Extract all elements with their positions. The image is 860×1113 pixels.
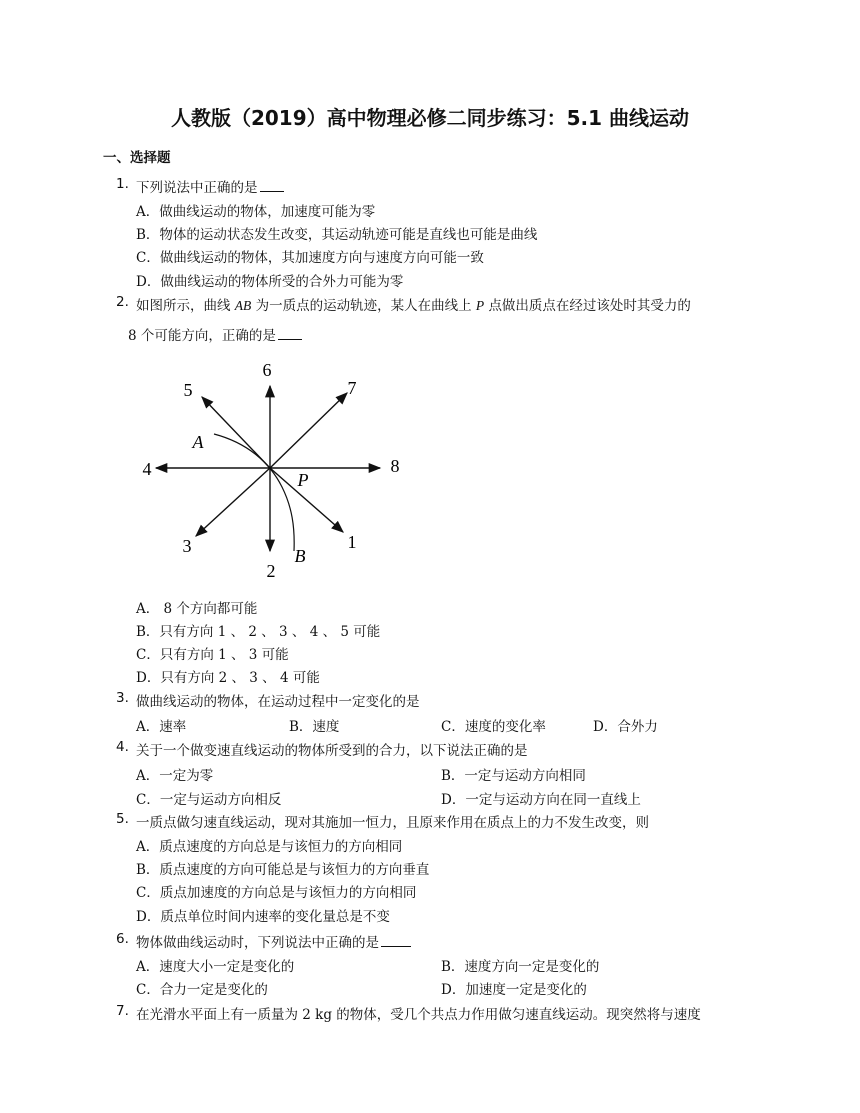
option-d: D．一定与运动方向在同一直线上 [441,792,641,808]
option-a: A．做曲线运动的物体，加速度可能为零 [136,204,376,220]
answer-blank [278,327,302,340]
option-b: B．速度 [289,719,340,735]
option-a: A．速率 [136,719,187,735]
label-5: 5 [183,380,193,400]
label-8: 8 [390,456,400,476]
section-heading: 一、选择题 [103,150,171,166]
label-a: A [192,432,204,452]
question-number: 1. [116,176,129,192]
label-2: 2 [266,561,276,581]
option-d: D．合外力 [593,719,658,735]
option-b: B．一定与运动方向相同 [441,768,586,784]
option-d: D．做曲线运动的物体所受的合外力可能为零 [136,274,404,290]
label-1: 1 [347,532,357,552]
question-stem: 一质点做匀速直线运动，现对其施加一恒力，且原来作用在质点上的力不发生改变，则 [136,815,649,831]
option-a: A． 8 个方向都可能 [136,601,258,617]
label-3: 3 [182,536,192,556]
option-b: B．物体的运动状态发生改变，其运动轨迹可能是直线也可能是曲线 [136,227,538,243]
label-4: 4 [142,459,152,479]
option-c: C．只有方向 1 、 3 可能 [136,647,289,663]
option-a: A．质点速度的方向总是与该恒力的方向相同 [136,839,403,855]
arrow-direction-3 [196,468,270,536]
var-ab: AB [234,298,252,313]
question-stem: 下列说法中正确的是 [136,176,284,196]
question-stem: 做曲线运动的物体，在运动过程中一定变化的是 [136,694,420,710]
question-number: 2. [116,294,129,310]
option-b: B．质点速度的方向可能总是与该恒力的方向垂直 [136,862,430,878]
question-stem: 在光滑水平面上有一质量为 2 kg 的物体，受几个共点力作用做匀速直线运动。现突然将与速度 [136,1007,701,1023]
option-b: B．速度方向一定是变化的 [441,959,600,975]
question-stem: 物体做曲线运动时，下列说法中正确的是 [136,931,411,951]
option-b: B．只有方向 1 、 2 、 3 、 4 、 5 可能 [136,624,381,640]
question-number: 7. [116,1003,129,1019]
question-number: 4. [116,739,129,755]
option-d: D．只有方向 2 、 3 、 4 可能 [136,670,320,686]
label-b: B [294,546,306,566]
question-number: 5. [116,811,129,827]
answer-blank [381,934,411,947]
option-c: C．速度的变化率 [441,719,546,735]
label-p: P [297,470,309,490]
answer-blank [260,179,284,192]
option-d: D．质点单位时间内速率的变化量总是不变 [136,909,390,925]
question-number: 6. [116,931,129,947]
option-c: C．合力一定是变化的 [136,982,268,998]
option-c: C．一定与运动方向相反 [136,792,282,808]
force-direction-figure [130,355,420,590]
var-p: P [475,298,485,313]
option-d: D．加速度一定是变化的 [441,982,587,998]
option-c: C．质点加速度的方向总是与该恒力的方向相同 [136,885,417,901]
label-6: 6 [262,360,272,380]
option-a: A．速度大小一定是变化的 [136,959,295,975]
arrow-direction-7 [270,393,347,468]
option-a: A．一定为零 [136,768,214,784]
question-stem: 关于一个做变速直线运动的物体所受到的合力，以下说法正确的是 [136,743,528,759]
question-stem: 如图所示，曲线 AB 为一质点的运动轨迹，某人在曲线上 P 点做出质点在经过该处时其受力的 [136,298,691,314]
question-number: 3. [116,690,129,706]
option-c: C．做曲线运动的物体，其加速度方向与速度方向可能一致 [136,250,484,266]
page-title: 人教版（2019）高中物理必修二同步练习：5.1 曲线运动 [170,106,690,130]
question-stem-line-2: 8 个可能方向，正确的是 [128,324,302,344]
label-7: 7 [347,378,357,398]
